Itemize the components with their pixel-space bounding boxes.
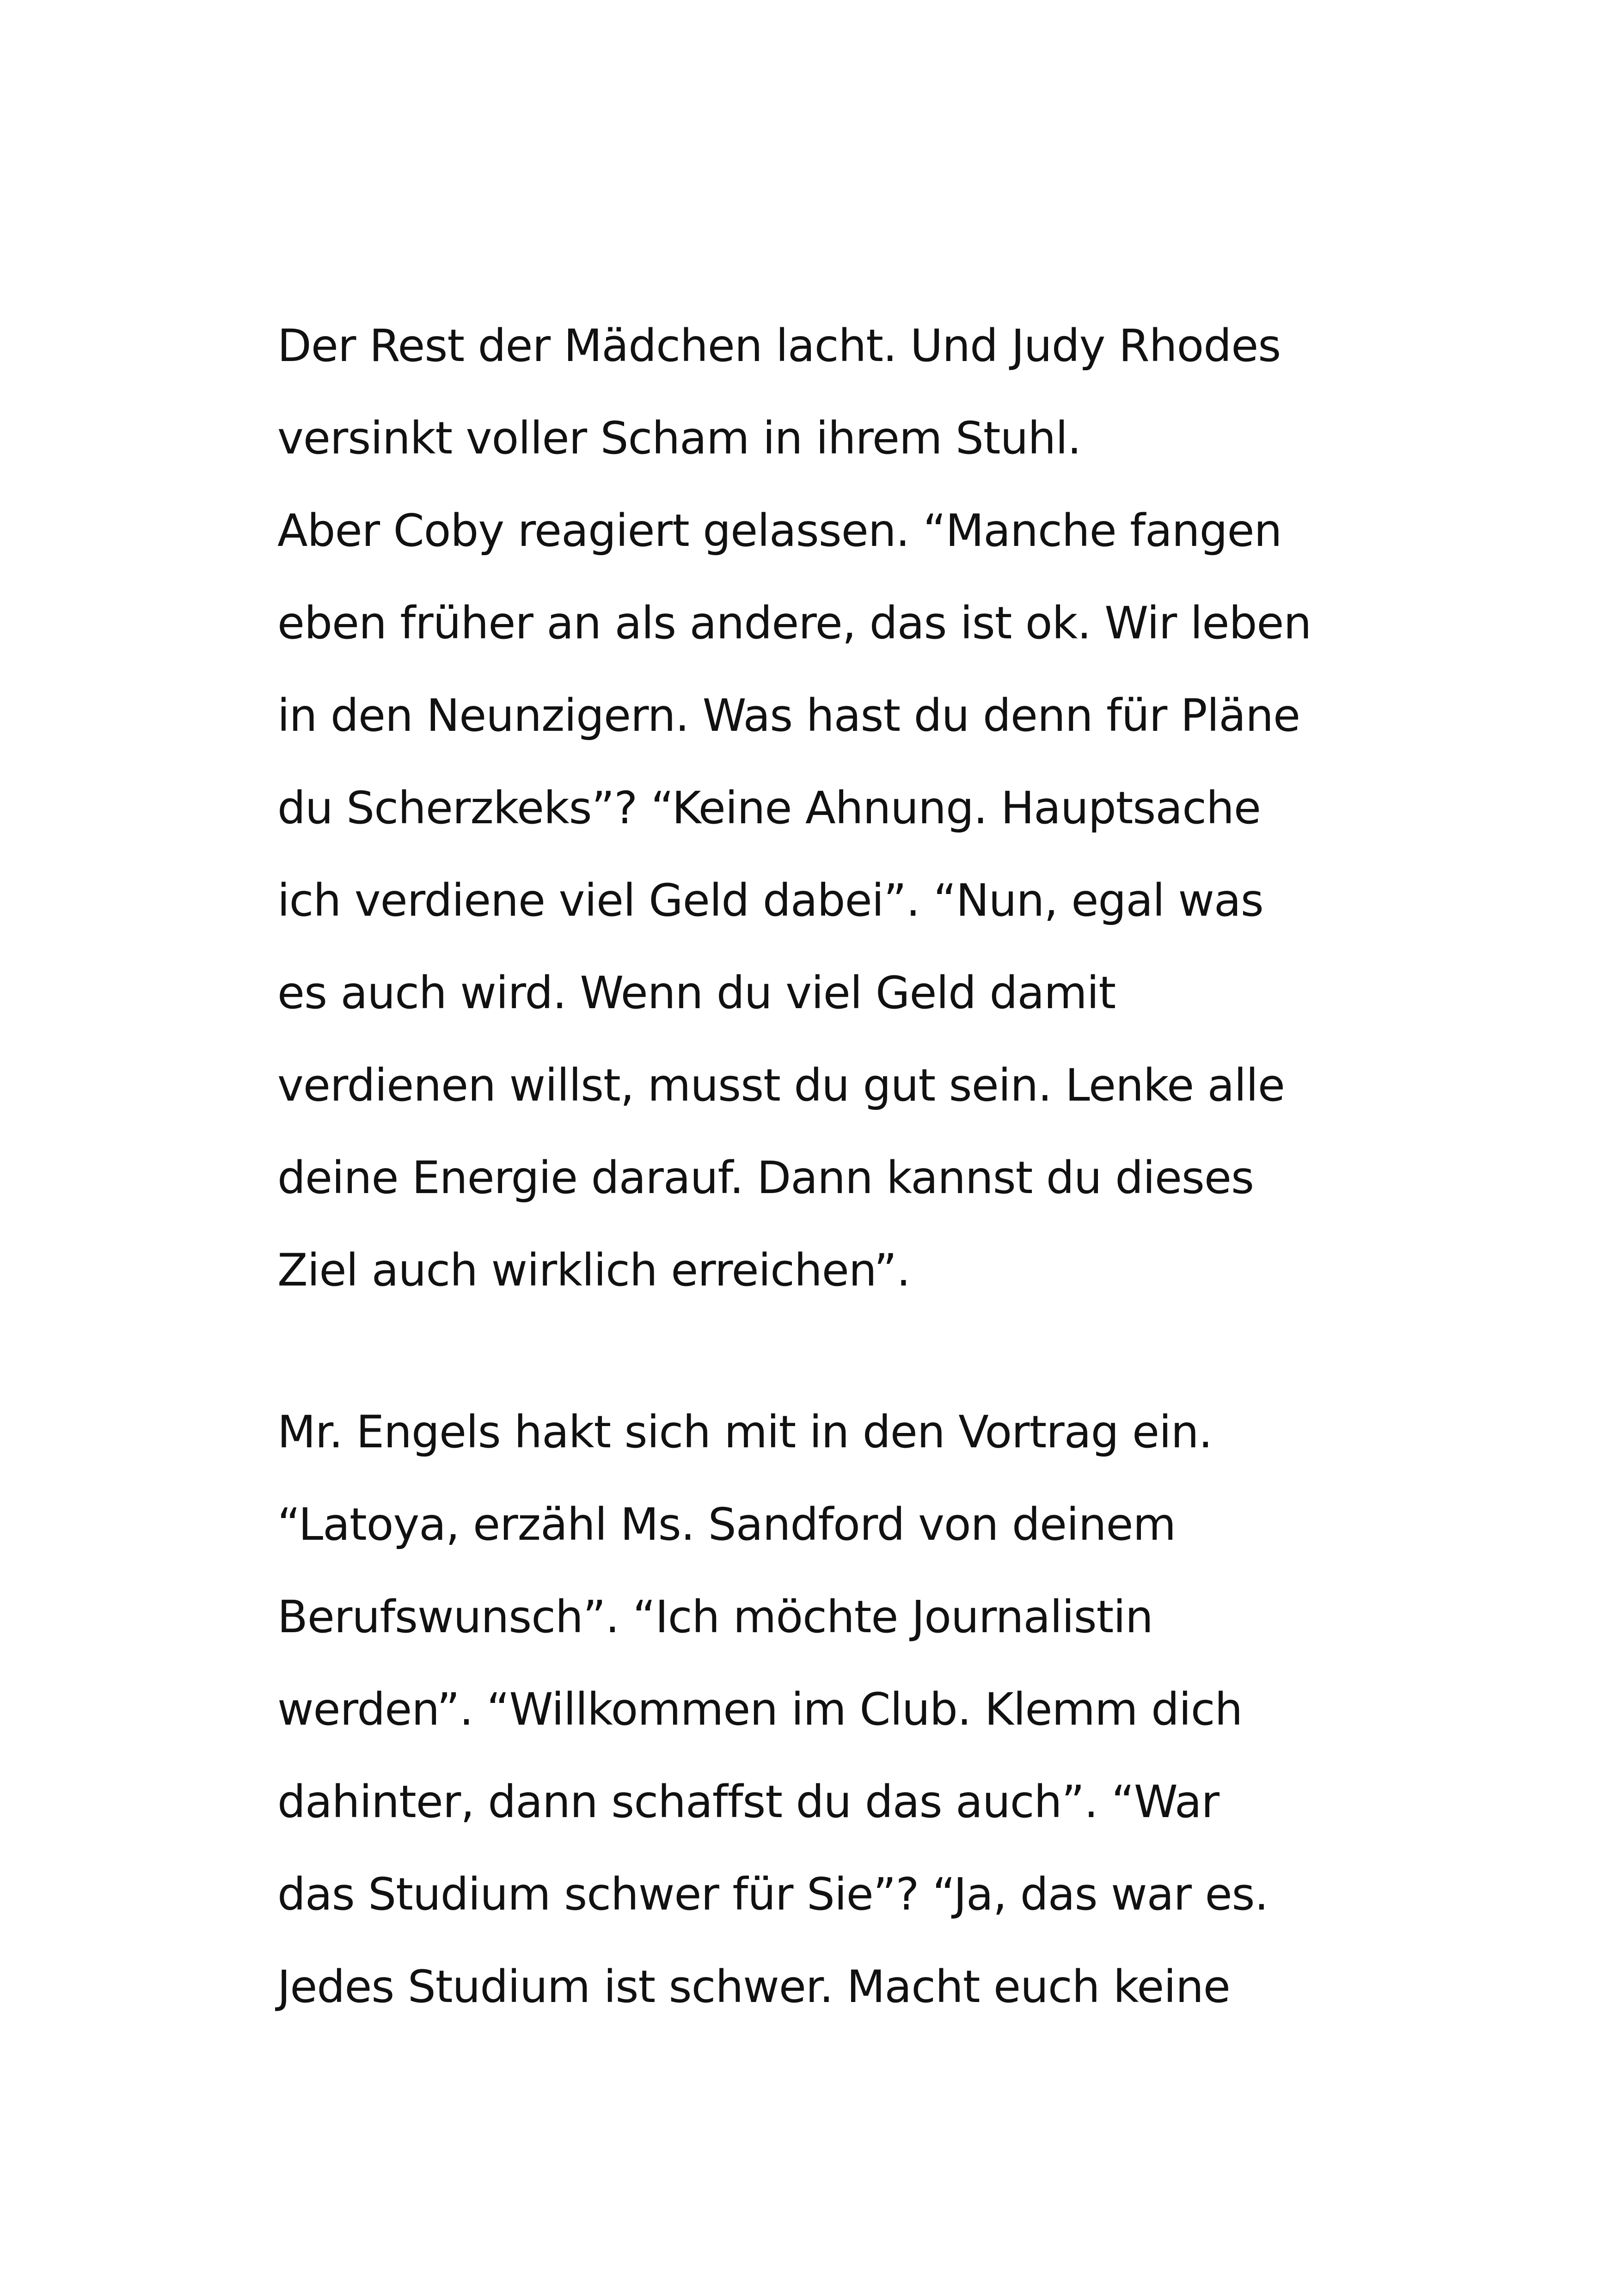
text-line: es auch wird. Wenn du viel Geld damit: [277, 967, 1116, 1019]
text-line: Ziel auch wirklich erreichen”.: [277, 1244, 910, 1296]
text-line: werden”. “Willkommen im Club. Klemm dich: [277, 1684, 1243, 1735]
text-line: Mr. Engels hakt sich mit in den Vortrag ein.: [277, 1406, 1213, 1458]
text-line: Aber Coby reagiert gelassen. “Manche fangen: [277, 505, 1282, 557]
text-line: das Studium schwer für Sie”? “Ja, das war es.: [277, 1868, 1269, 1920]
text-line: verdienen willst, musst du gut sein. Lenke alle: [277, 1059, 1285, 1111]
text-line: in den Neunzigern. Was hast du denn für Pläne: [277, 690, 1300, 741]
text-line: Jedes Studium ist schwer. Macht euch keine: [277, 1961, 1230, 2013]
text-line: versinkt voller Scham in ihrem Stuhl.: [277, 412, 1081, 464]
text-line: du Scherzkeks”? “Keine Ahnung. Hauptsache: [277, 782, 1261, 834]
text-line: “Latoya, erzähl Ms. Sandford von deinem: [277, 1499, 1176, 1550]
text-line: Der Rest der Mädchen lacht. Und Judy Rhodes: [277, 320, 1281, 372]
text-line: Berufswunsch”. “Ich möchte Journalistin: [277, 1591, 1153, 1643]
text-line: dahinter, dann schaffst du das auch”. “War: [277, 1776, 1219, 1828]
text-line: eben früher an als andere, das ist ok. Wir leben: [277, 597, 1312, 649]
text-line: ich verdiene viel Geld dabei”. “Nun, egal was: [277, 875, 1263, 926]
text-line: deine Energie darauf. Dann kannst du dieses: [277, 1152, 1254, 1204]
